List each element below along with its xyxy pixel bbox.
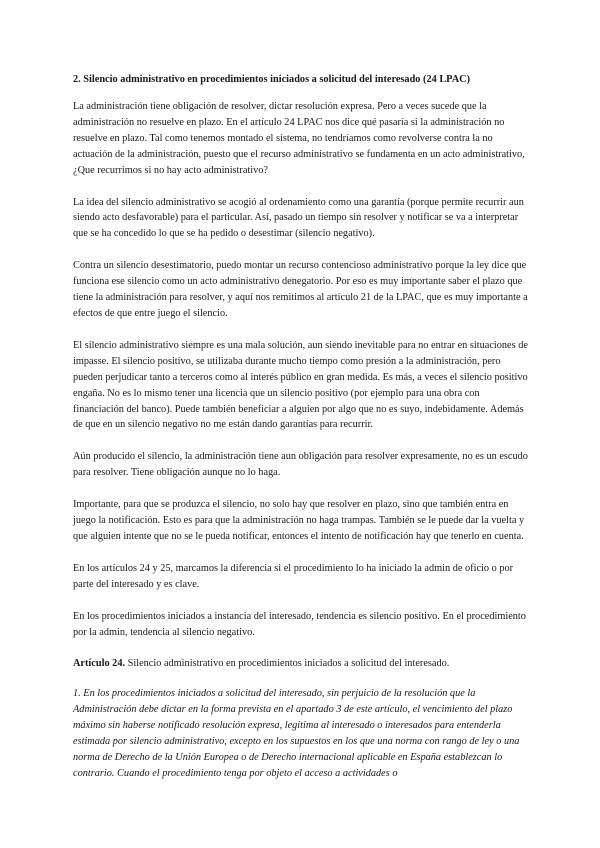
article-label: Artículo 24. (73, 658, 126, 670)
article-quote: 1. En los procedimientos iniciados a solicitud del interesado, sin perjuicio de la resolución que la Administración debe dictar en la forma prevista en el apartado 3 de este artículo, el vencimiento del plazo máximo sin haberse notificado resolución expresa, legitima al interesado o interesados para entenderla estimada por silencio administrativo, excepto en los supuestos en los que una norma con rango de ley o una norma de Derecho de la Unión Europea o de Derecho internacional aplicable en España establezcan lo contrario. Cuando el procedimiento tenga por objeto el acceso a actividades o (73, 688, 520, 779)
paragraph-5: Aún producido el silencio, la administración tiene aun obligación para resolver expresamente, no es un escudo para resolver. Tiene obligación aunque no lo haga. (73, 451, 528, 479)
paragraph-2: La idea del silencio administrativo se acogió al ordenamiento como una garantía (porque permite recurrir aun siendo acto desfavorable) para el particular. Así, pasado un tiempo sin resolver y notificar se va a interpretar que se ha concedido lo que se ha pedido o desestimar (silencio negativo). (73, 196, 524, 240)
section-heading: 2. Silencio administrativo en procedimientos iniciados a solicitud del interesado (24 LPAC) (73, 74, 471, 85)
paragraph-6: Importante, para que se produzca el silencio, no solo hay que resolver en plazo, sino que también entra en juego la notificación. Esto es para que la administración no haga trampas. También se le puede dar la vuelta y que alguien intente que no se le pueda notificar, entonces el intento de notificación hay que tenerlo en cuenta. (73, 499, 525, 542)
paragraph-3: Contra un silencio desestimatorio, puedo montar un recurso contencioso administrativo porque la ley dice que funciona ese silencio como un acto administrativo denegatorio. Por eso es muy importante saber el plazo que tiene la administración para resolver, y aquí nos remitimos al artículo 21 de la LPAC, que es muy importante a efectos de que entre juego el silencio. (73, 260, 528, 319)
article-title: Silencio administrativo en procedimientos iniciados a solicitud del interesado. (125, 658, 450, 670)
paragraph-4: El silencio administrativo siempre es una mala solución, aun siendo inevitable para no entrar en situaciones de impasse. El silencio positivo, se utilizaba durante mucho tiempo como presión a la administración, pero pueden perjudicar tanto a terceros como al interés público en gran medida. Es más, a veces el silencio positivo engaña. No es lo mismo tener una licencia que un silencio positivo (por ejemplo para una obra con financiación del banco). Puede también beneficiar a alguien por algo que no es suyo, indebidamente. Además de que en un silencio negativo no me están dando garantías para recurrir. (73, 339, 528, 431)
document-page (73, 72, 528, 782)
article-heading (73, 656, 528, 672)
paragraph-7: En los artículos 24 y 25, marcamos la diferencia si el procedimiento lo ha iniciado la admin de oficio o por parte del interesado y es clave. (73, 562, 514, 590)
paragraph-8: En los procedimientos iniciados a instancia del interesado, tendencia es silencio positivo. En el procedimiento por la admin, tendencia al silencio negativo. (73, 610, 526, 638)
paragraph-1: La administración tiene obligación de resolver, dictar resolución expresa. Pero a veces sucede que la administración no resuelve en plazo. En el artículo 24 LPAC nos dice qué pasaría si la administración no resuelve en plazo. Tal como tenemos montado el sistema, no tendríamos como revolverse contra la no actuación de la administración, puesto que el recurso administrativo se fundamenta en un acto administrativo, ¿Que recurrimos si no hay acto administrativo? (73, 101, 525, 176)
